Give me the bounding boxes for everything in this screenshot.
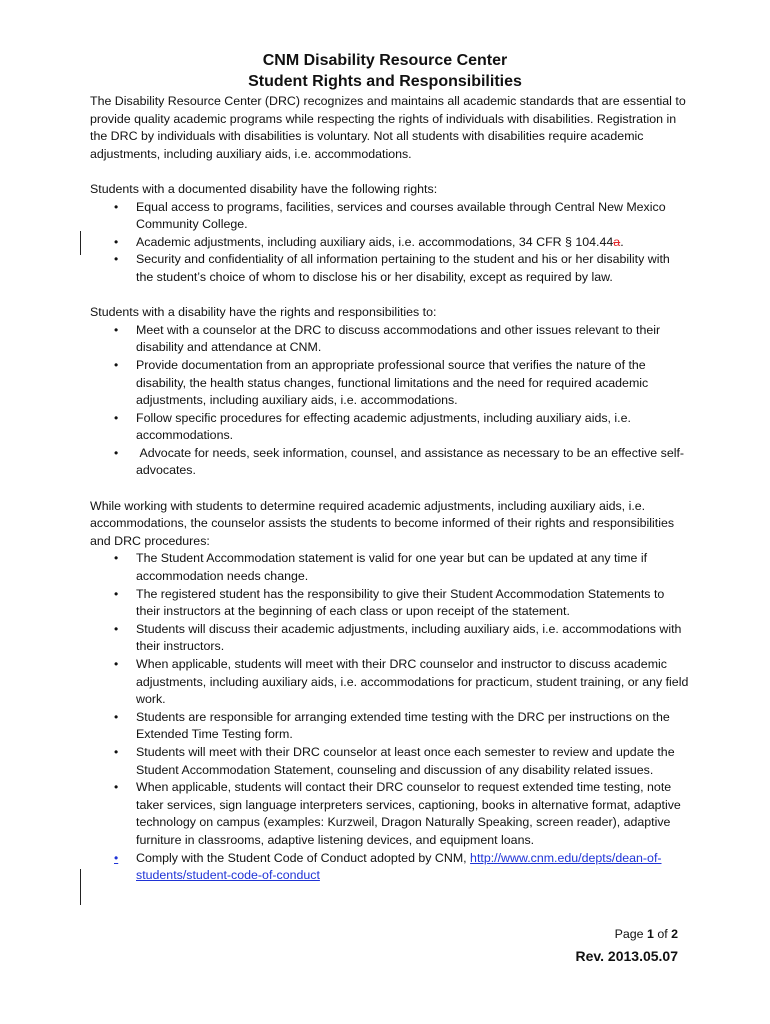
list-item-text: Comply with the Student Code of Conduct adopted by CNM, bbox=[136, 850, 471, 865]
list-item bbox=[90, 779, 690, 849]
code-of-conduct-link[interactable]: http://www.cnm.edu/depts/dean-of-students/student-code-of-conduct bbox=[136, 850, 662, 883]
list-item-text: The registered student has the responsibility to give their Student Accommodation Statements to their instructors at the beginning of each class or upon receipt of the statement. bbox=[136, 586, 665, 619]
change-bar-1 bbox=[80, 231, 81, 255]
procedures-heading: While working with students to determine required academic adjustments, including auxiliary aids, i.e. accommodations, the counselor assists the students to become informed of their rights and responsibilities and DRC procedures: bbox=[90, 498, 675, 548]
change-bar-2 bbox=[80, 869, 81, 905]
list-item-text: Security and confidentiality of all information pertaining to the student and his or her disability with the student’s choice of whom to disclose his or her disability, except as required by law. bbox=[136, 252, 670, 284]
list-item-text: Advocate for needs, seek information, counsel, and assistance as necessary to be an effective self-advocates. bbox=[136, 445, 685, 478]
bullet-icon: • bbox=[114, 850, 119, 865]
rights-list bbox=[90, 199, 690, 287]
bullet-icon: • bbox=[114, 234, 119, 249]
list-item-punctuation: . bbox=[620, 234, 624, 249]
rights-heading: Students with a documented disability have the following rights: bbox=[90, 181, 438, 196]
list-item bbox=[90, 410, 690, 445]
page-total: 2 bbox=[671, 927, 678, 941]
list-item-text: Students are responsible for arranging extended time testing with the DRC per instructions on the Extended Time Testing form. bbox=[136, 709, 670, 742]
bullet-icon: • bbox=[114, 621, 119, 636]
procedures-list bbox=[90, 550, 690, 884]
list-item-text: Equal access to programs, facilities, services and courses available through Central New Mexico Community College. bbox=[136, 199, 666, 232]
list-item bbox=[90, 199, 690, 234]
list-item-text: When applicable, students will meet with their DRC counselor and instructor to discuss academic adjustments, including auxiliary aids, i.e. accommodations for practicum, student training, or any field work. bbox=[136, 657, 689, 707]
bullet-icon: • bbox=[114, 445, 119, 460]
list-item bbox=[90, 445, 690, 480]
list-item-text: Academic adjustments, including auxiliary aids, i.e. accommodations, 34 CFR § 104.44 bbox=[136, 234, 614, 249]
page-current: 1 bbox=[646, 927, 654, 941]
document-body bbox=[90, 93, 690, 885]
page-number bbox=[576, 925, 679, 943]
document-subtitle: Student Rights and Responsibilities bbox=[248, 73, 522, 90]
list-item-text: Provide documentation from an appropriate professional source that verifies the nature of the disability, the health status changes, functional limitations and the need for required academic adjustments, including auxiliary aids, i.e. accommodations. bbox=[136, 357, 649, 408]
revision-date: Rev. 2013.05.07 bbox=[575, 948, 678, 964]
list-item bbox=[90, 656, 690, 709]
list-item-text: The Student Accommodation statement is valid for one year but can be updated at any time if accommodation needs change. bbox=[136, 551, 648, 584]
list-item-text: Students will meet with their DRC counselor at least once each semester to review and update the Student Accommodation Statement, counseling and discussion of any disability related issues. bbox=[136, 744, 675, 777]
page-of: of bbox=[653, 927, 672, 941]
bullet-icon: • bbox=[114, 322, 119, 337]
responsibilities-heading: Students with a disability have the rights and responsibilities to: bbox=[90, 305, 437, 320]
list-item bbox=[90, 357, 690, 410]
list-item bbox=[90, 621, 690, 656]
deleted-text: a bbox=[613, 234, 621, 249]
list-item bbox=[90, 550, 690, 585]
list-item-text: Follow specific procedures for effecting academic adjustments, including auxiliary aids, i.e. accommodations. bbox=[136, 410, 631, 443]
bullet-icon: • bbox=[114, 657, 119, 671]
bullet-icon: • bbox=[114, 551, 119, 566]
intro-paragraph: The Disability Resource Center (DRC) recognizes and maintains all academic standards that are essential to provide quality academic programs while respecting the rights of individuals with disabilities. Registration in the DRC by individuals with disabilities is voluntary. Not all students with disabilities require academic adjustments, including auxiliary aids, i.e. accommodations. bbox=[90, 94, 686, 161]
list-item bbox=[90, 322, 690, 357]
list-item bbox=[90, 586, 690, 621]
bullet-icon: • bbox=[114, 357, 119, 372]
list-item-text: Students will discuss their academic adjustments, including auxiliary aids, i.e. accommodations with their instructors. bbox=[136, 621, 682, 654]
title-block bbox=[0, 50, 770, 92]
bullet-icon: • bbox=[114, 410, 119, 425]
bullet-icon: • bbox=[114, 252, 119, 267]
bullet-icon: • bbox=[114, 780, 119, 795]
list-item bbox=[90, 234, 690, 252]
list-item bbox=[90, 744, 690, 779]
list-item bbox=[90, 251, 690, 286]
page-footer bbox=[576, 925, 679, 965]
bullet-icon: • bbox=[114, 709, 119, 724]
list-item-text: When applicable, students will contact their DRC counselor to request extended time testing, note taker services, sign language interpreters services, captioning, books in alternative format, adaptive technology on campus (examples: Kurzweil, Dragon Naturally Speaking, screen reader), adaptive furniture in classrooms, adaptive listening devices, and equipment loans. bbox=[136, 780, 681, 847]
list-item-text: Meet with a counselor at the DRC to discuss accommodations and other issues relevant to their disability and attendance at CNM. bbox=[136, 322, 661, 355]
list-item bbox=[90, 709, 690, 744]
bullet-icon: • bbox=[114, 744, 119, 759]
bullet-icon: • bbox=[114, 199, 119, 214]
document-title: CNM Disability Resource Center bbox=[262, 52, 508, 69]
responsibilities-list bbox=[90, 322, 690, 480]
bullet-icon: • bbox=[114, 586, 119, 601]
list-item bbox=[90, 850, 690, 885]
page-label: Page bbox=[614, 927, 647, 941]
